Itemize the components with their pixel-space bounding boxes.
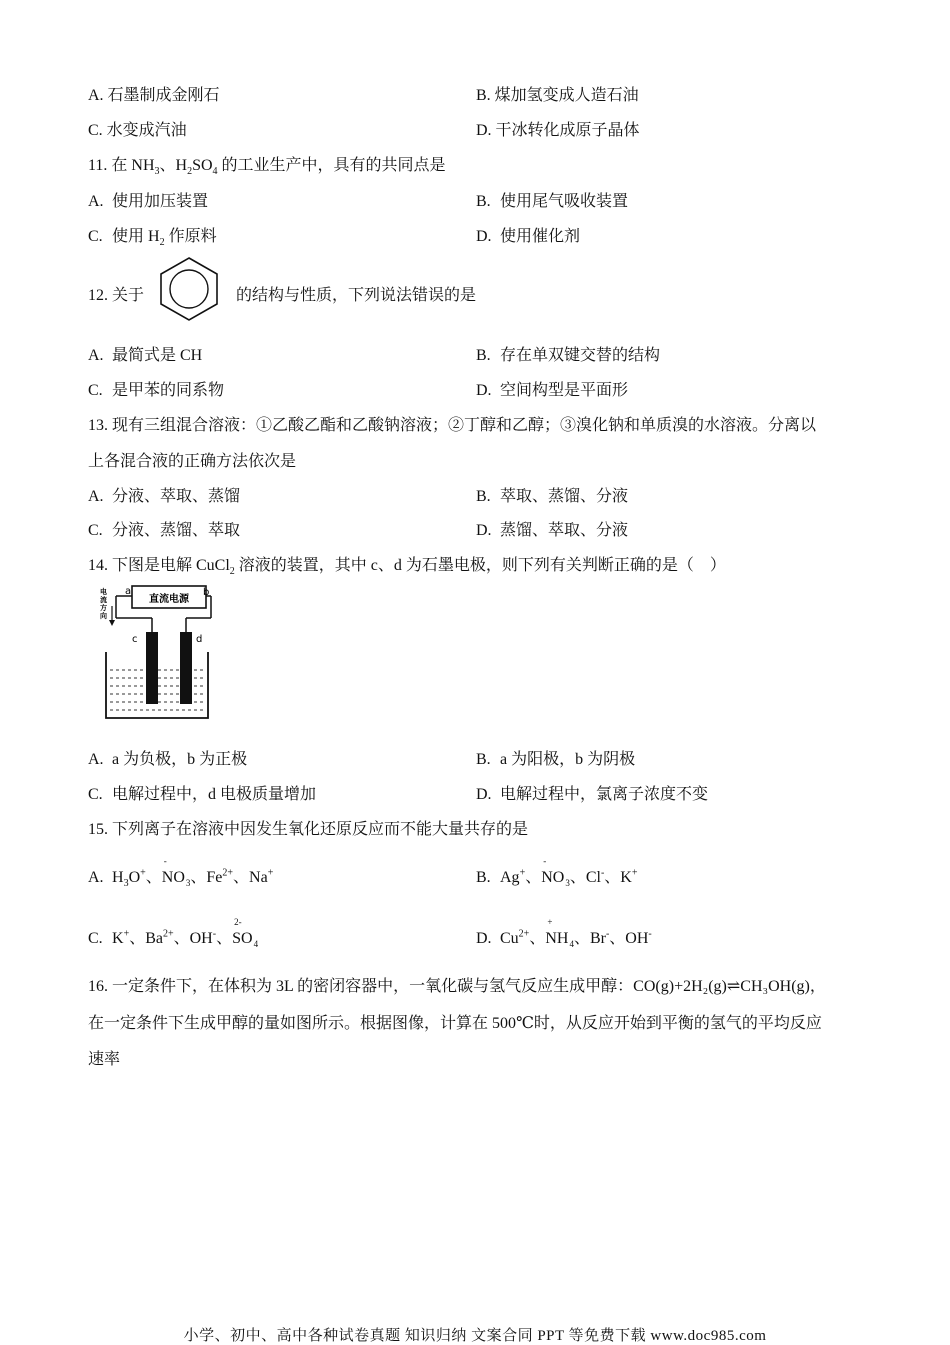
q14-option-c: C. 电解过程中，d 电极质量增加 xyxy=(88,786,317,803)
q12-option-d: D. 空间构型是平面形 xyxy=(476,382,629,399)
q10-option-b: B. 煤加氢变成人造石油 xyxy=(476,87,639,104)
q13-option-b: B. 萃取、蒸馏、分液 xyxy=(476,488,629,505)
q13-option-a: A. 分液、萃取、蒸馏 xyxy=(88,488,241,505)
q12-stem-suffix: 的结构与性质，下列说法错误的是 xyxy=(236,287,477,304)
electrode-c xyxy=(146,632,158,704)
q16-stem-line3: 速率 xyxy=(88,1051,121,1068)
q14-option-b: B. a 为阳极，b 为阴极 xyxy=(476,751,636,768)
terminal-b-label: b xyxy=(203,587,210,598)
q10-option-d: D. 干冰转化成原子晶体 xyxy=(476,122,640,139)
q14-stem: 14. 下图是电解 CuCl$_2$ 溶液的装置，其中 c、d 为石墨电极，则下列有关判断正确的是（ ） xyxy=(88,557,726,578)
q12-option-a: A. 最简式是 CH xyxy=(88,347,203,364)
q11-option-d: D. 使用催化剂 xyxy=(476,228,581,245)
q10-option-c: C. 水变成汽油 xyxy=(88,122,187,139)
q13-stem-line1: 13. 现有三组混合溶液：①乙酸乙酯和乙酸钠溶液；②丁醇和乙醇；③溴化钠和单质溴的水溶液。分离以 xyxy=(88,417,817,434)
benzene-structure-image xyxy=(154,254,224,324)
electrolysis-apparatus-figure xyxy=(96,582,216,724)
q11-option-c: C. 使用 $H_2$ 作原料 xyxy=(88,228,217,249)
q13-option-c: C. 分液、蒸馏、萃取 xyxy=(88,522,241,539)
q14-option-d: D. 电解过程中，氯离子浓度不变 xyxy=(476,786,709,803)
electrode-d xyxy=(180,632,192,704)
q12-stem-prefix: 12. 关于 xyxy=(88,287,145,304)
q16-stem-line1: 16. 一定条件下，在体积为 3L 的密闭容器中，一氧化碳与氢气反应生成甲醇：CO(g)+2H₂(g)⇌CH₃OH(g)， xyxy=(88,978,826,995)
q11-stem: 11. 在 $NH_3$、$H_2SO_4$ 的工业生产中，具有的共同点是 xyxy=(88,157,446,178)
electrode-c-label: c xyxy=(132,634,138,645)
q13-stem-line2: 上各混合液的正确方法依次是 xyxy=(88,453,297,470)
q13-option-d: D. 蒸馏、萃取、分液 xyxy=(476,522,629,539)
current-direction-label: 电流方向 xyxy=(100,588,107,620)
electrode-d-label: d xyxy=(196,634,203,645)
q16-stem-line2: 在一定条件下生成甲醇的量如图所示。根据图像，计算在 500℃时，从反应开始到平衡的氢气的平均反应 xyxy=(88,1015,822,1032)
q10-option-a: A. 石墨制成金刚石 xyxy=(88,87,220,104)
q11-option-b: B. 使用尾气吸收装置 xyxy=(476,193,629,210)
q15-option-a: A. $H_3O^+$、NO - $_3$、$Fe^{2+}$、Na+ xyxy=(88,856,274,890)
power-supply-label: 直流电源 xyxy=(149,594,189,605)
q15-option-b: B. Ag+、NO - $_3$、Cl-、K+ xyxy=(476,856,638,888)
terminal-a-label: a xyxy=(125,586,132,597)
q15-stem: 15. 下列离子在溶液中因发生氧化还原反应而不能大量共存的是 xyxy=(88,821,529,838)
q15-option-d: D. $Cu^{2+}$、NH + $_4$、Br-、OH- xyxy=(476,917,652,949)
q14-option-a: A. a 为负极，b 为正极 xyxy=(88,751,248,768)
q12-option-b: B. 存在单双键交替的结构 xyxy=(476,347,661,364)
q12-option-c: C. 是甲苯的同系物 xyxy=(88,382,225,399)
q11-option-a: A. 使用加压装置 xyxy=(88,193,209,210)
page-footer: 小学、初中、高中各种试卷真题 知识归纳 文案合同 PPT 等免费下载 www.doc985.com xyxy=(183,1328,767,1344)
q15-option-c: C. K+、$Ba^{2+}$、OH-、SO 2- $_4$ xyxy=(88,917,259,949)
